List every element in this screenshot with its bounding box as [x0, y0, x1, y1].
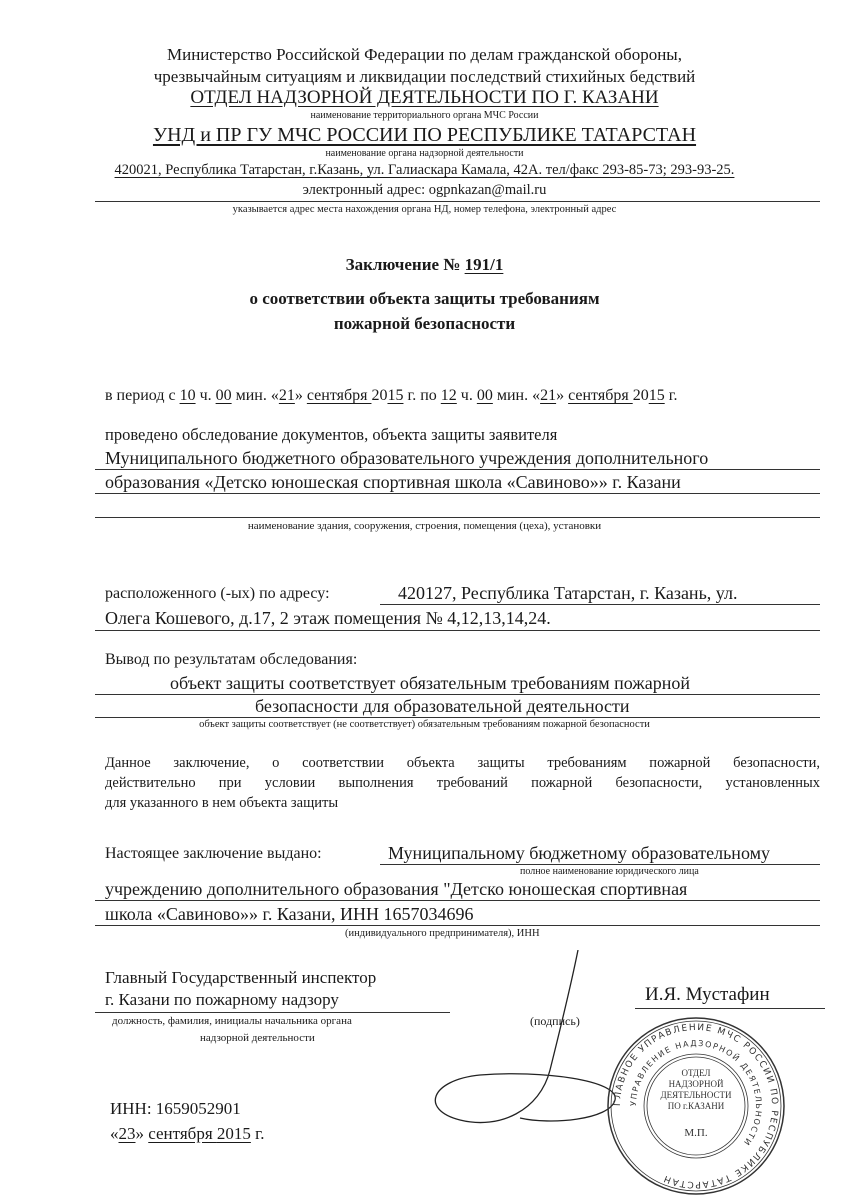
stamp-mp: М.П. [684, 1127, 708, 1139]
ministry-line2: чрезвычайным ситуациям и ликвидации последствий стихийных бедствий [153, 67, 696, 86]
conclusion-number: 191/1 [464, 255, 504, 274]
issue-date: «23» сентября 2015 г. [110, 1124, 265, 1143]
location-line1: 420127, Республика Татарстан, г. Казань, ул. [398, 583, 738, 603]
validity-line3: для указанного в нем объекта защиты [105, 795, 339, 811]
conclusion-line2: безопасности для образовательной деятельности [255, 696, 630, 716]
field-line [95, 717, 820, 718]
location-line2: Олега Кошевого, д.17, 2 этаж помещения № 4,12,13,14,24. [105, 608, 551, 628]
inspection-intro: проведено обследование документов, объекта защиты заявителя [105, 425, 558, 444]
issued-line1: Муниципальному бюджетному образовательному [388, 843, 770, 863]
field-line [95, 900, 820, 901]
applicant-line1: Муниципального бюджетного образовательного учреждения дополнительного [105, 448, 709, 468]
inspector-name: И.Я. Мустафин [645, 984, 770, 1005]
issued-note1: полное наименование юридического лица [520, 866, 699, 877]
address-note: указывается адрес места нахождения органа НД, номер телефона, электронный адрес [232, 204, 617, 215]
field-line [95, 694, 820, 695]
field-line [635, 1008, 825, 1009]
field-line [95, 517, 820, 518]
title-prefix: Заключение № [345, 255, 465, 274]
conclusion-label: Вывод по результатам обследования: [105, 651, 358, 668]
department-note: наименование территориального органа МЧС России [310, 110, 539, 121]
field-line [95, 469, 820, 470]
field-line [95, 630, 820, 631]
conclusion-note: объект защиты соответствует (не соответствует) обязательным требованиям пожарной безопасности [199, 719, 650, 730]
title-line3: пожарной безопасности [333, 314, 516, 333]
field-line [380, 604, 820, 605]
issued-line2: учреждению дополнительного образования "Детско юношеская спортивная [105, 879, 688, 899]
title-line2: о соответствии объекта защиты требованиям [249, 289, 600, 308]
issued-label: Настоящее заключение выдано: [105, 845, 322, 862]
field-line [95, 925, 820, 926]
handwritten-signature [400, 950, 640, 1140]
issued-note2: (индивидуального предпринимателя), ИНН [345, 928, 540, 939]
signatory-position1: Главный Государственный инспектор [105, 968, 377, 987]
ministry-line1: Министерство Российской Федерации по делам гражданской обороны, [167, 45, 682, 64]
issued-line3: школа «Савиново»» г. Казани, ИНН 1657034696 [105, 904, 474, 924]
official-stamp [606, 1016, 786, 1196]
field-line [95, 1012, 450, 1013]
conclusion-line1: объект защиты соответствует обязательным требованиям пожарной [170, 673, 690, 693]
field-line [95, 493, 820, 494]
validity-line2: действительно при условии выполнения требований пожарной безопасности, установленных [105, 775, 820, 791]
signatory-position2: г. Казани по пожарному надзору [105, 990, 339, 1009]
authority-note: наименование органа надзорной деятельности [325, 148, 524, 159]
department: ОТДЕЛ НАДЗОРНОЙ ДЕЯТЕЛЬНОСТИ ПО Г. КАЗАНИ [190, 87, 659, 108]
authority-email: электронный адрес: ogpnkazan@mail.ru [302, 182, 547, 198]
inn: ИНН: 1659052901 [110, 1099, 241, 1118]
conclusion-title [0, 256, 849, 273]
applicant-line2: образования «Детско юношеская спортивная школа «Савиново»» г. Казани [105, 472, 681, 492]
authority: УНД и ПР ГУ МЧС РОССИИ ПО РЕСПУБЛИКЕ ТАТАРСТАН [152, 124, 697, 146]
divider [95, 201, 820, 202]
signatory-note1: должность, фамилия, инициалы начальника органа [112, 1015, 352, 1027]
signatory-note2: надзорной деятельности [200, 1032, 315, 1044]
location-label: расположенного (-ых) по адресу: [105, 585, 330, 602]
stamp-inner-text: УПРАВЛЕНИЕ НАДЗОРНОЙ ДЕЯТЕЛЬНОСТИ [628, 1038, 764, 1148]
field-line [380, 864, 820, 865]
inspection-period: в период с 10 ч. 00 мин. «21» сентября 2015 г. по 12 ч. 00 мин. «21» сентября 2015 г. [105, 387, 678, 404]
signature-note: (подпись) [530, 1014, 580, 1028]
validity-line1: Данное заключение, о соответствии объекта защиты требованиям пожарной безопасности, [105, 755, 820, 771]
authority-address: 420021, Республика Татарстан, г.Казань, ул. Галиаскара Камала, 42А. тел/факс 293-85-73; 293-93-25. [114, 162, 735, 178]
stamp-center-text: ОТДЕЛ НАДЗОРНОЙ ДЕЯТЕЛЬНОСТИ ПО г.КАЗАНИ [660, 1068, 732, 1111]
stamp-outer-text: ГЛАВНОЕ УПРАВЛЕНИЕ МЧС РОССИИ ПО РЕСПУБЛИКЕ ТАТАРСТАН [612, 1022, 780, 1190]
object-note: наименование здания, сооружения, строения, помещения (цеха), установки [247, 520, 602, 532]
